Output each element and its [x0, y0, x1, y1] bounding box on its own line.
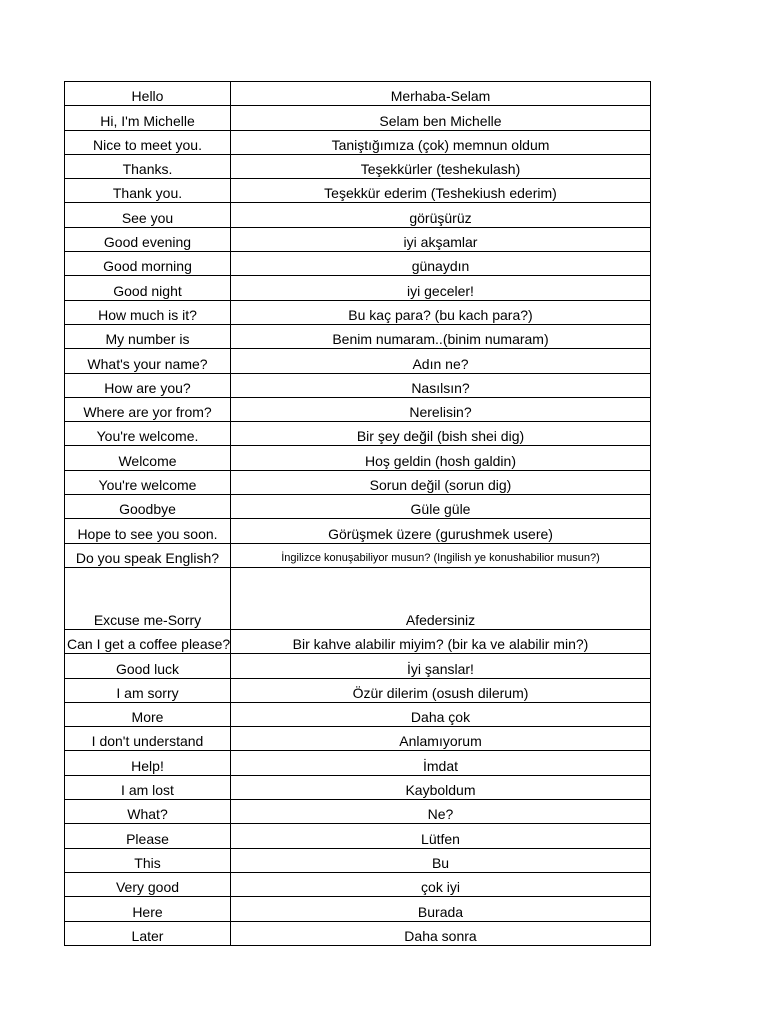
turkish-cell: iyi geceler! [231, 276, 651, 300]
turkish-cell: Afedersiniz [231, 567, 651, 629]
english-cell: Can I get a coffee please? [65, 629, 231, 653]
english-cell: What's your name? [65, 349, 231, 373]
english-cell: Hi, I'm Michelle [65, 106, 231, 130]
turkish-cell: Daha sonra [231, 921, 651, 945]
english-cell: Welcome [65, 446, 231, 470]
table-row [65, 727, 651, 751]
turkish-cell: çok iyi [231, 872, 651, 896]
english-cell: Do you speak English? [65, 543, 231, 567]
table-row [65, 300, 651, 324]
turkish-cell: Anlamıyorum [231, 727, 651, 751]
english-cell: Hello [65, 82, 231, 106]
english-cell: Good evening [65, 227, 231, 251]
table-row [65, 567, 651, 629]
table-row [65, 824, 651, 848]
english-cell: Excuse me-Sorry [65, 567, 231, 629]
table-row [65, 203, 651, 227]
turkish-cell: İmdat [231, 751, 651, 775]
english-cell: Please [65, 824, 231, 848]
table-row [65, 179, 651, 203]
turkish-cell: Özür dilerim (osush dilerum) [231, 678, 651, 702]
table-row [65, 446, 651, 470]
english-cell: You're welcome [65, 470, 231, 494]
table-row [65, 154, 651, 178]
english-cell: Here [65, 897, 231, 921]
english-cell: Hope to see you soon. [65, 519, 231, 543]
turkish-cell: Teşekkür ederim (Teshekiush ederim) [231, 179, 651, 203]
turkish-cell: Daha çok [231, 702, 651, 726]
turkish-cell: Bir şey değil (bish shei dig) [231, 422, 651, 446]
english-cell: Good luck [65, 654, 231, 678]
english-cell: Thank you. [65, 179, 231, 203]
table-row [65, 848, 651, 872]
table-row [65, 373, 651, 397]
table-row [65, 349, 651, 373]
table-row [65, 654, 651, 678]
phrase-table [64, 81, 651, 946]
table-row [65, 495, 651, 519]
table-row [65, 751, 651, 775]
english-cell: My number is [65, 324, 231, 348]
turkish-cell: günaydın [231, 252, 651, 276]
table-row [65, 678, 651, 702]
turkish-cell: Bu [231, 848, 651, 872]
table-row [65, 470, 651, 494]
table-row [65, 897, 651, 921]
turkish-cell: Bir kahve alabilir miyim? (bir ka ve alabilir min?) [231, 629, 651, 653]
table-row [65, 130, 651, 154]
table-row [65, 543, 651, 567]
english-cell: Where are yor from? [65, 397, 231, 421]
turkish-cell: görüşürüz [231, 203, 651, 227]
turkish-cell: Sorun değil (sorun dig) [231, 470, 651, 494]
turkish-cell: Teşekkürler (teshekulash) [231, 154, 651, 178]
table-row [65, 921, 651, 945]
english-cell: Good night [65, 276, 231, 300]
english-cell: Good morning [65, 252, 231, 276]
turkish-cell: Güle güle [231, 495, 651, 519]
english-cell: I am lost [65, 775, 231, 799]
english-cell: I don't understand [65, 727, 231, 751]
turkish-cell: Görüşmek üzere (gurushmek usere) [231, 519, 651, 543]
turkish-cell: İyi şanslar! [231, 654, 651, 678]
table-row [65, 775, 651, 799]
table-row [65, 252, 651, 276]
table-row [65, 227, 651, 251]
turkish-cell: iyi akşamlar [231, 227, 651, 251]
table-row [65, 82, 651, 106]
turkish-cell: Taniştığımıza (çok) memnun oldum [231, 130, 651, 154]
table-row [65, 702, 651, 726]
english-cell: Later [65, 921, 231, 945]
table-row [65, 800, 651, 824]
english-cell: I am sorry [65, 678, 231, 702]
english-cell: More [65, 702, 231, 726]
english-cell: You're welcome. [65, 422, 231, 446]
english-cell: This [65, 848, 231, 872]
turkish-cell: Hoş geldin (hosh galdin) [231, 446, 651, 470]
table-row [65, 872, 651, 896]
table-row [65, 324, 651, 348]
turkish-cell: Lütfen [231, 824, 651, 848]
table-row [65, 106, 651, 130]
table-row [65, 422, 651, 446]
turkish-cell: Burada [231, 897, 651, 921]
english-cell: Help! [65, 751, 231, 775]
table-row [65, 276, 651, 300]
turkish-cell: Kayboldum [231, 775, 651, 799]
english-cell: Goodbye [65, 495, 231, 519]
table-row [65, 629, 651, 653]
table-row [65, 519, 651, 543]
turkish-cell: İngilizce konuşabiliyor musun? (Ingilish ye konushabilior musun?) [231, 543, 651, 567]
english-cell: See you [65, 203, 231, 227]
turkish-cell: Benim numaram..(binim numaram) [231, 324, 651, 348]
turkish-cell: Nasılsın? [231, 373, 651, 397]
turkish-cell: Selam ben Michelle [231, 106, 651, 130]
english-cell: How are you? [65, 373, 231, 397]
english-cell: Nice to meet you. [65, 130, 231, 154]
english-cell: What? [65, 800, 231, 824]
phrase-table-body [65, 82, 651, 946]
english-cell: Very good [65, 872, 231, 896]
english-cell: Thanks. [65, 154, 231, 178]
turkish-cell: Bu kaç para? (bu kach para?) [231, 300, 651, 324]
english-cell: How much is it? [65, 300, 231, 324]
table-row [65, 397, 651, 421]
turkish-cell: Adın ne? [231, 349, 651, 373]
turkish-cell: Merhaba-Selam [231, 82, 651, 106]
turkish-cell: Nerelisin? [231, 397, 651, 421]
turkish-cell: Ne? [231, 800, 651, 824]
